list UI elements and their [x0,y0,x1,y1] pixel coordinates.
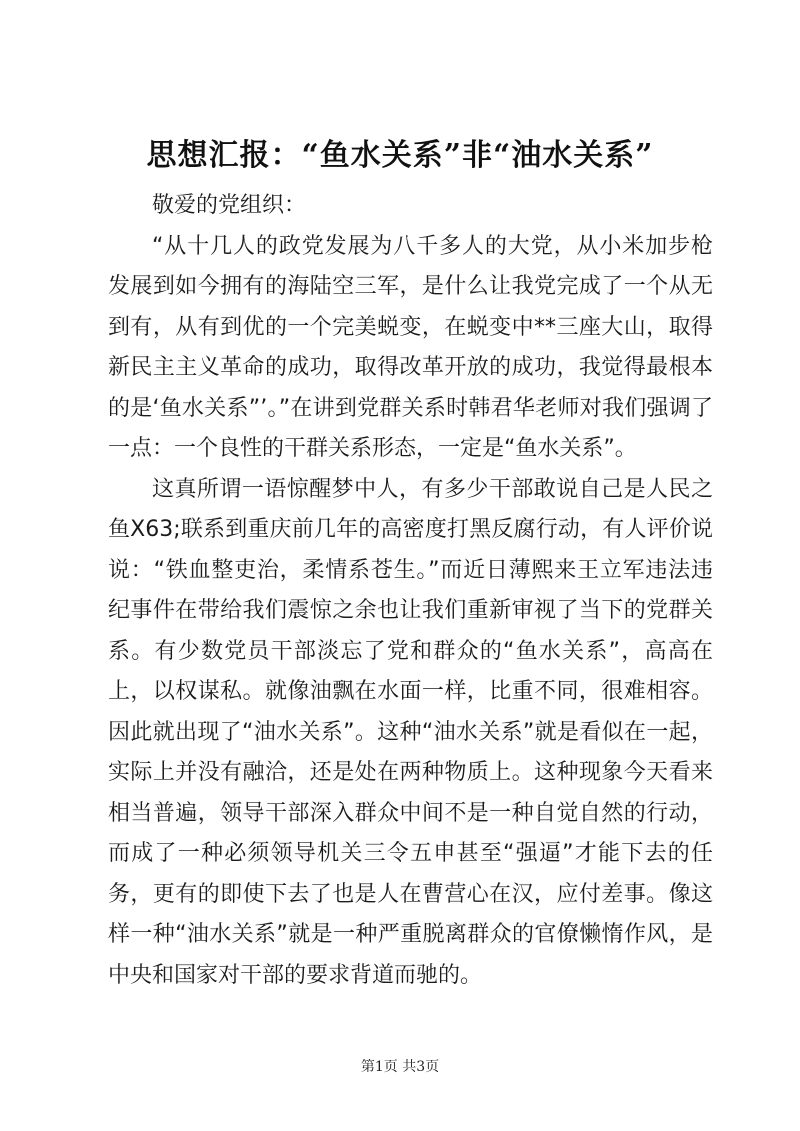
paragraph-1: “从十几人的政党发展为八千多人的大党，从小米加步枪发展到如今拥有的海陆空三军，是什么让我党完成了一个从无到有，从有到优的一个完美蜕变，在蜕变中**三座大山，取得新民主主义革命的成功，取得改革开放的成功，我觉得最根本的是‘鱼水关系”’。”在讲到党群关系时韩君华老师对我们强调了一点：一个良性的干群关系形态，一定是“鱼水关系”。 [108,233,713,461]
salutation: 敬爱的党组织： [152,193,307,218]
document-body [108,186,713,996]
document-title: 思想汇报：“鱼水关系”非“油水关系” [146,138,654,173]
paragraph-2: 这真所谓一语惊醒梦中人，有多少干部敢说自己是人民之鱼X63;联系到重庆前几年的高密度打黑反腐行动，有人评价说说：“铁血整吏治，柔情系苍生。”而近日薄熙来王立军违法违纪事件在带给我们震惊之余也让我们重新审视了当下的党群关系。有少数党员干部淡忘了党和群众的“鱼水关系”，高高在上，以权谋私。就像油飘在水面一样，比重不同，很难相容。因此就出现了“油水关系”。这种“油水关系”就是看似在一起，实际上并没有融洽，还是处在两种物质上。这种现象今天看来相当普遍，领导干部深入群众中间不是一种自觉自然的行动，而成了一种必须领导机关三令五申甚至“强逼”才能下去的任务，更有的即使下去了也是人在曹营心在汉，应付差事。像这样一种“油水关系”就是一种严重脱离群众的官僚懒惰作风，是中央和国家对干部的要求背道而驰的。 [108,476,713,988]
page-number-footer: 第1页 共3页 [360,1059,440,1075]
